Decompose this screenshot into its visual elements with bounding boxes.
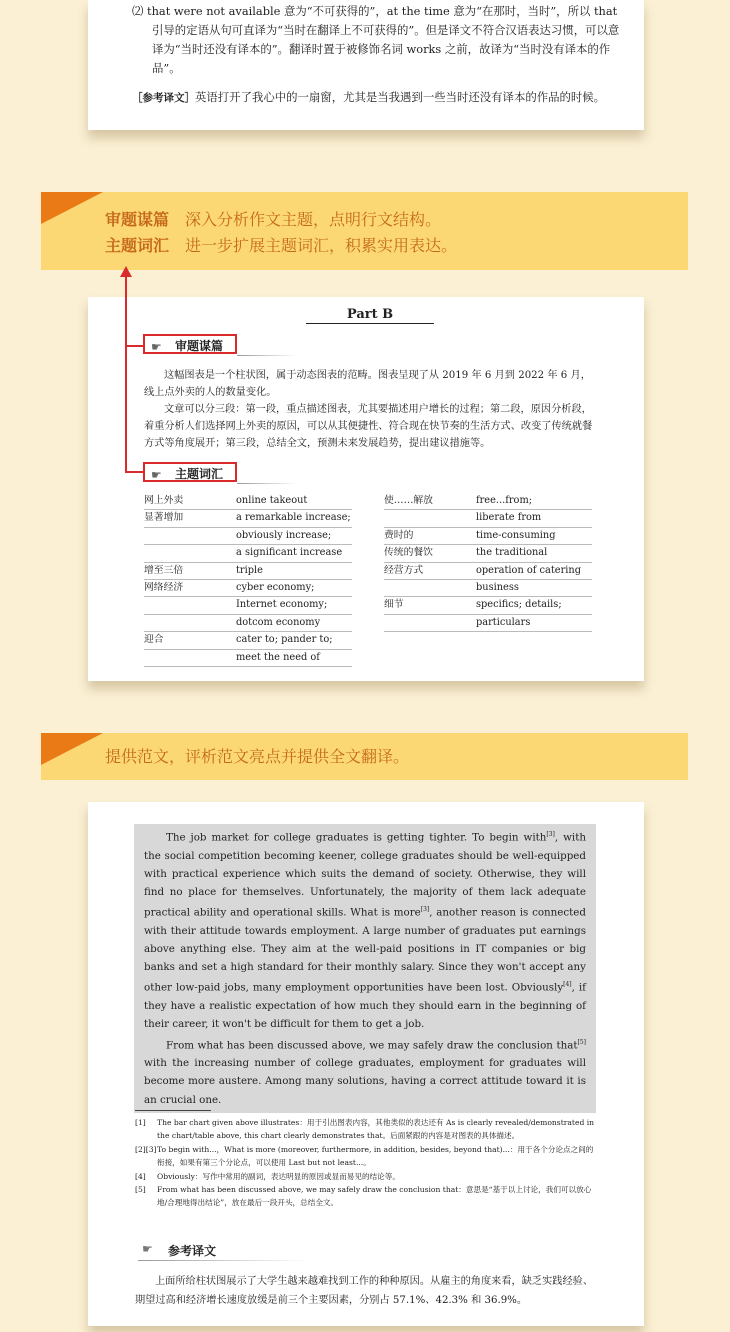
section-heading-label: 审题谋篇 [175, 339, 224, 353]
vocabulary-chinese [144, 597, 236, 613]
banner-text: 提供范文，评析范文亮点并提供全文翻译。 [105, 747, 410, 766]
vocabulary-english: meet the need of [236, 651, 320, 663]
vocabulary-chinese: 显著增加 [144, 512, 184, 524]
vocabulary-english: online takeout [236, 495, 308, 506]
vocabulary-english: a remarkable increase; [236, 512, 351, 524]
connector-branch [125, 345, 143, 347]
vocabulary-english: time-consuming [476, 529, 556, 541]
vocabulary-english: the traditional [476, 547, 548, 559]
vocabulary-english: dotcom economy [236, 616, 321, 628]
footnote-text: The bar chart given above illustrates：用于引出图表内容，其他类似的表达还有 As is clearly revealed/demonstrated in the chart/table above, this chart clearly demonstrates that。后面紧跟的内容是对图表的具体描述。 [157, 1118, 595, 1141]
section-divider [237, 355, 297, 356]
section-heading-label: 参考译文 [168, 1244, 217, 1258]
footnote-text: To begin with...，What is more (moreover, furthermore, in addition, besides, beyond that)...：用于各个分论点之间的衔接，如果有第三个分论点，可以使用 Last but not least...。 [157, 1144, 594, 1168]
vocabulary-chinese [144, 615, 236, 631]
vocabulary-chinese [384, 580, 476, 596]
banner-line-1 [105, 208, 441, 232]
connector-branch [125, 471, 143, 473]
vocabulary-chinese: 使……解放 [384, 495, 433, 506]
pointing-hand-icon: ☛ [151, 340, 162, 354]
footnote [135, 1143, 597, 1170]
banner-value-2: 进一步扩展主题词汇，积累实用表达。 [185, 236, 458, 255]
vocabulary-english: cyber economy; [236, 582, 315, 594]
section-heading-vocabulary [143, 462, 237, 482]
vocabulary-row [144, 580, 352, 597]
vocabulary-chinese [144, 545, 236, 561]
essay-paragraph-1: The job market for college graduates is getting tighter. To begin with[3], with the social competition becoming keener, college graduates should be well-equipped with practical experience which suits the demand of society. Otherwise, they will find no place for themselves. Unfortunately, the majority of them lack adequate practical ability and operational skills. What is more[3], another reason is connected with their attitude towards employment. A large number of graduates put earnings above anything else. They aim at the well-paid positions in IT companies or big banks and set a high standard for their monthly salary. Since they won't accept any other low-paid jobs, many employment opportunities have been lost. Obviously[4], if they have a realistic expectation of how much they should earn in the beginning of their career, it won't be difficult for them to get a job. [144, 831, 586, 1031]
vocabulary-english: a significant increase [236, 547, 343, 559]
explanation-item-2: ⑵ that were not available 意为“不可获得的”，at the time 意为“在那时，当时”，所以 that 引导的定语从句可直译为“当时在翻译上不可获得的”。但是译文不符合汉语表达习惯，可以意译为“当时还没有译本的”。翻译时置于被修饰名词 works 之前，故译为“当时没有译本的作品”。 [132, 4, 620, 75]
vocabulary-row [144, 510, 352, 527]
vocabulary-english: Internet economy; [236, 599, 328, 611]
vocabulary-chinese [384, 615, 476, 631]
vocabulary-english: triple [236, 564, 263, 576]
section-divider [138, 1260, 308, 1261]
footnote-ref: [3] [420, 906, 430, 914]
footnote-rule [135, 1110, 211, 1111]
banner-key-2: 主题词汇 [105, 236, 170, 255]
vocabulary-row [144, 545, 352, 562]
vocabulary-english: specifics; details; [476, 599, 562, 611]
footnote-text: From what has been discussed above, we may safely draw the conclusion that：意思是“基于以上讨论，我们可以放心地/合理地得出结论”，放在最后一段开头，总结全文。 [157, 1185, 592, 1208]
sample-essay-card [88, 802, 644, 1326]
vocabulary-row [144, 615, 352, 632]
banner-corner-triangle [41, 192, 103, 224]
pointing-hand-icon: ☛ [151, 468, 162, 482]
vocabulary-row [144, 597, 352, 614]
banner-key-1: 审题谋篇 [105, 210, 170, 229]
section-heading-translation [138, 1242, 216, 1259]
reference-label: ［参考译文］ [132, 92, 195, 104]
vocabulary-chinese [384, 510, 476, 526]
banner-value-1: 深入分析作文主题，点明行文结构。 [185, 210, 442, 229]
translation-explanation [132, 2, 624, 108]
vocabulary-chinese: 费时的 [384, 529, 414, 541]
footnote-number: [1] [135, 1118, 146, 1127]
translation-card [88, 0, 644, 130]
section-divider [237, 483, 297, 484]
vocabulary-chinese: 经营方式 [384, 564, 424, 576]
banner-line-2 [105, 234, 457, 258]
vocabulary-row [384, 528, 592, 545]
vocabulary-row [144, 563, 352, 580]
banner-corner-triangle [41, 733, 103, 765]
vocabulary-row [384, 580, 592, 597]
vocabulary-list-left [144, 493, 352, 667]
vocabulary-english: free...from; [476, 495, 533, 506]
vocabulary-english: cater to; pander to; [236, 634, 333, 646]
vocabulary-english: liberate from [476, 512, 542, 524]
footnote-text: Obviously：写作中常用的副词，表达明显的原因或显而易见的结论等。 [157, 1171, 400, 1181]
vocabulary-english: business [476, 582, 519, 594]
vocabulary-row [384, 545, 592, 562]
essay-paragraph-2: From what has been discussed above, we may safely draw the conclusion that[5] with the increasing number of college graduates, employment for graduates will become more austere. Among many solutions, having a correct attitude toward it is an crucial one. [144, 1038, 586, 1106]
vocabulary-chinese: 传统的餐饮 [384, 547, 433, 559]
feature-banner-sample [41, 733, 688, 780]
vocabulary-row [384, 493, 592, 510]
section-heading-label: 主题词汇 [175, 467, 224, 481]
analysis-paragraph-2: 文章可以分三段：第一段，重点描述图表，尤其要描述用户增长的过程；第二段，原因分析段，着重分析人们选择网上外卖的原因，可以从其便捷性、符合现在快节奏的生活方式、改变了传统就餐方式等角度展开；第三段，总结全文，预测未来发展趋势，提出建议措施等。 [144, 404, 593, 449]
reference-translation [132, 88, 624, 108]
part-title: Part B [306, 307, 434, 324]
footnote-number: [5] [135, 1185, 146, 1195]
analysis-text [144, 367, 594, 452]
footnotes [135, 1116, 597, 1210]
feature-banner-analysis [41, 192, 688, 270]
translation-paragraph: 上面所给柱状图展示了大学生越来越难找到工作的种种原因。从雇主的角度来看，缺乏实践经验、期望过高和经济增长速度放缓是前三个主要因素，分别占 57.1%、42.3% 和 36.9%。 [135, 1276, 594, 1306]
vocabulary-row [144, 650, 352, 667]
vocabulary-english: particulars [476, 616, 531, 628]
vocabulary-row [144, 528, 352, 545]
vocabulary-row [384, 563, 592, 580]
footnote-number: [4] [135, 1171, 146, 1181]
vocabulary-chinese [144, 528, 236, 544]
footnote-ref: [3] [546, 831, 555, 838]
vocabulary-chinese: 增至三倍 [144, 564, 184, 576]
vocabulary-chinese: 网络经济 [144, 582, 184, 594]
vocabulary-chinese [144, 650, 236, 666]
vocabulary-chinese: 细节 [384, 599, 404, 611]
pointing-hand-icon: ☛ [142, 1242, 153, 1256]
vocabulary-english: operation of catering [476, 564, 581, 576]
vocabulary-english: obviously increase; [236, 529, 332, 541]
footnote [135, 1170, 597, 1183]
reference-text: 英语打开了我心中的一扇窗，尤其是当我遇到一些当时还没有译本的作品的时候。 [195, 90, 606, 104]
part-b-card [88, 297, 644, 681]
vocabulary-row [144, 493, 352, 510]
vocabulary-chinese: 网上外卖 [144, 495, 184, 506]
footnote [135, 1183, 597, 1210]
analysis-paragraph-1: 这幅图表是一个柱状图，属于动态图表的范畴。图表呈现了从 2019 年 6 月到 2022 年 6 月，线上点外卖的人的数量变化。 [144, 370, 591, 398]
vocabulary-row [144, 632, 352, 649]
vocabulary-row [384, 597, 592, 614]
sample-essay [134, 824, 596, 1113]
vocabulary-list-right [384, 493, 592, 632]
connector-line [125, 276, 127, 472]
vocabulary-chinese: 迎合 [144, 634, 164, 646]
vocabulary-row [384, 510, 592, 527]
footnote-ref: [5] [577, 1038, 586, 1046]
footnote [135, 1116, 597, 1143]
footnote-ref: [4] [563, 981, 572, 989]
vocabulary-row [384, 615, 592, 632]
reference-translation-text [135, 1272, 597, 1310]
footnote-number: [2][3] [135, 1144, 157, 1154]
section-heading-analysis [143, 334, 237, 354]
